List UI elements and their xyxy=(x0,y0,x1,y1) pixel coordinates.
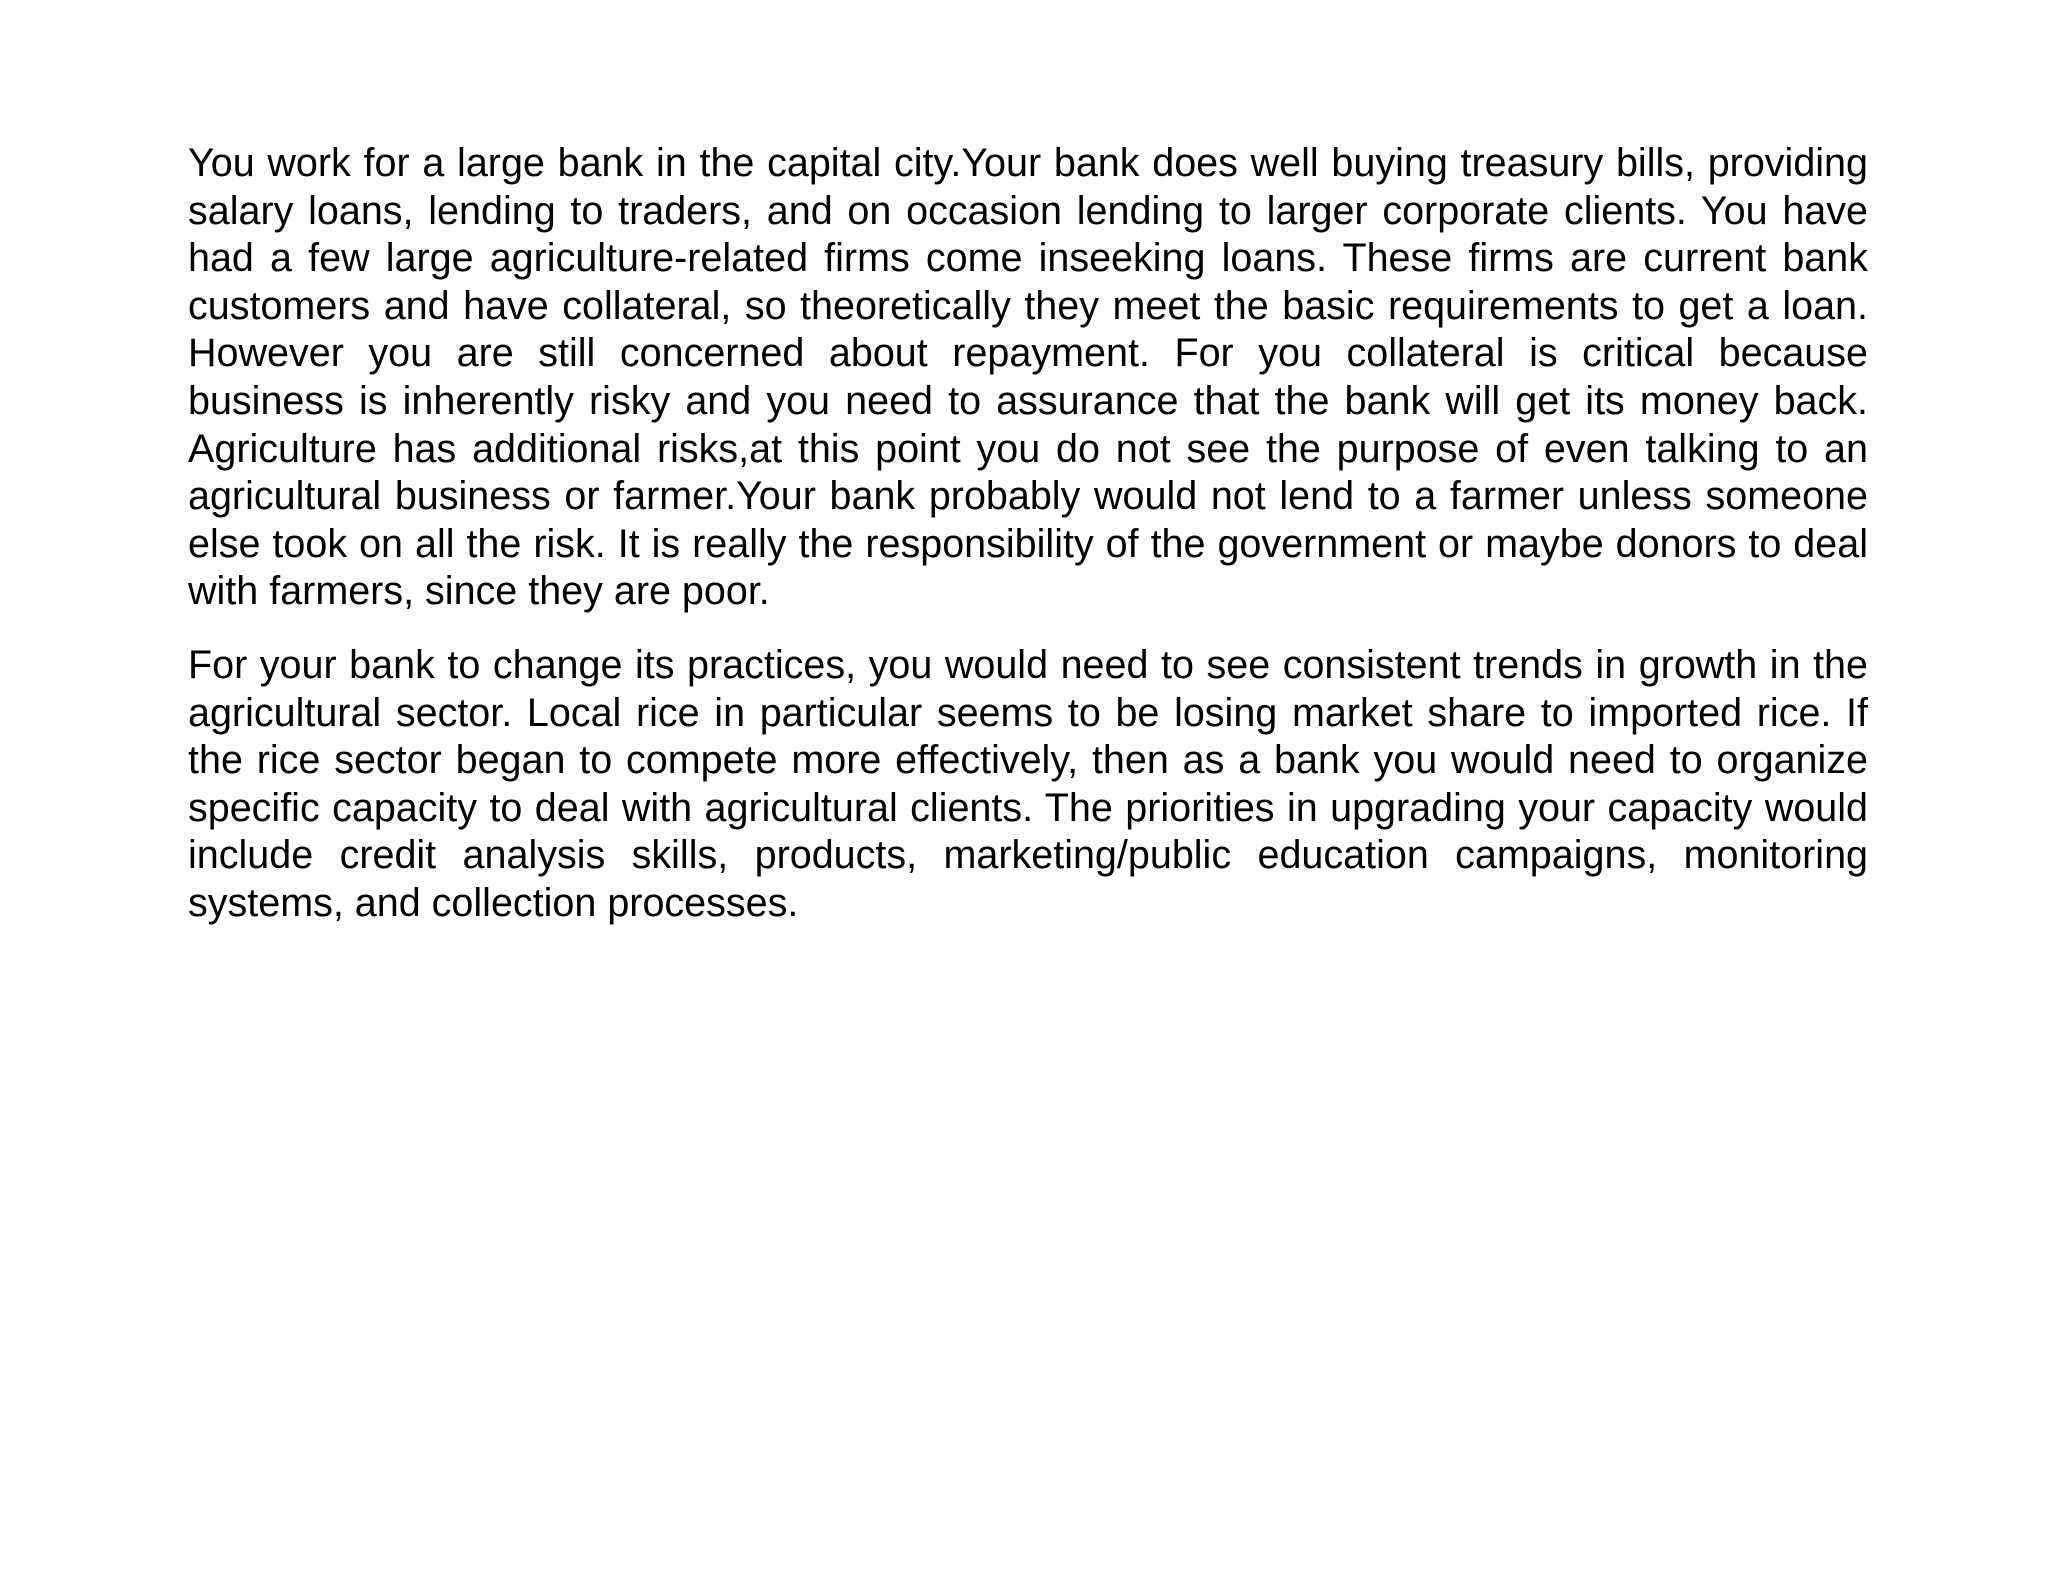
document-body xyxy=(188,140,1868,928)
paragraph-bank-situation: You work for a large bank in the capital city.Your bank does well buying treasury bills, providing salary loans, lending to traders, and on occasion lending to larger corporate clients. You have had a few large agriculture-related firms come inseeking loans. These firms are current bank customers and have collateral, so theoretically they meet the basic requirements to get a loan. However you are still concerned about repayment. For you collateral is critical because business is inherently risky and you need to assurance that the bank will get its money back. Agriculture has additional risks,at this point you do not see the purpose of even talking to an agricultural business or farmer.Your bank probably would not lend to a farmer unless someone else took on all the risk. It is really the responsibility of the government or maybe donors to deal with farmers, since they are poor. xyxy=(188,141,1868,614)
paragraph-bank-change: For your bank to change its practices, you would need to see consistent trends in growth in the agricultural sector. Local rice in particular seems to be losing market share to imported rice. If the rice sector began to compete more effectively, then as a bank you would need to organize specific capacity to deal with agricultural clients. The priorities in upgrading your capacity would include credit analysis skills, products, marketing/public education campaigns, monitoring systems, and collection processes. xyxy=(188,642,1868,925)
